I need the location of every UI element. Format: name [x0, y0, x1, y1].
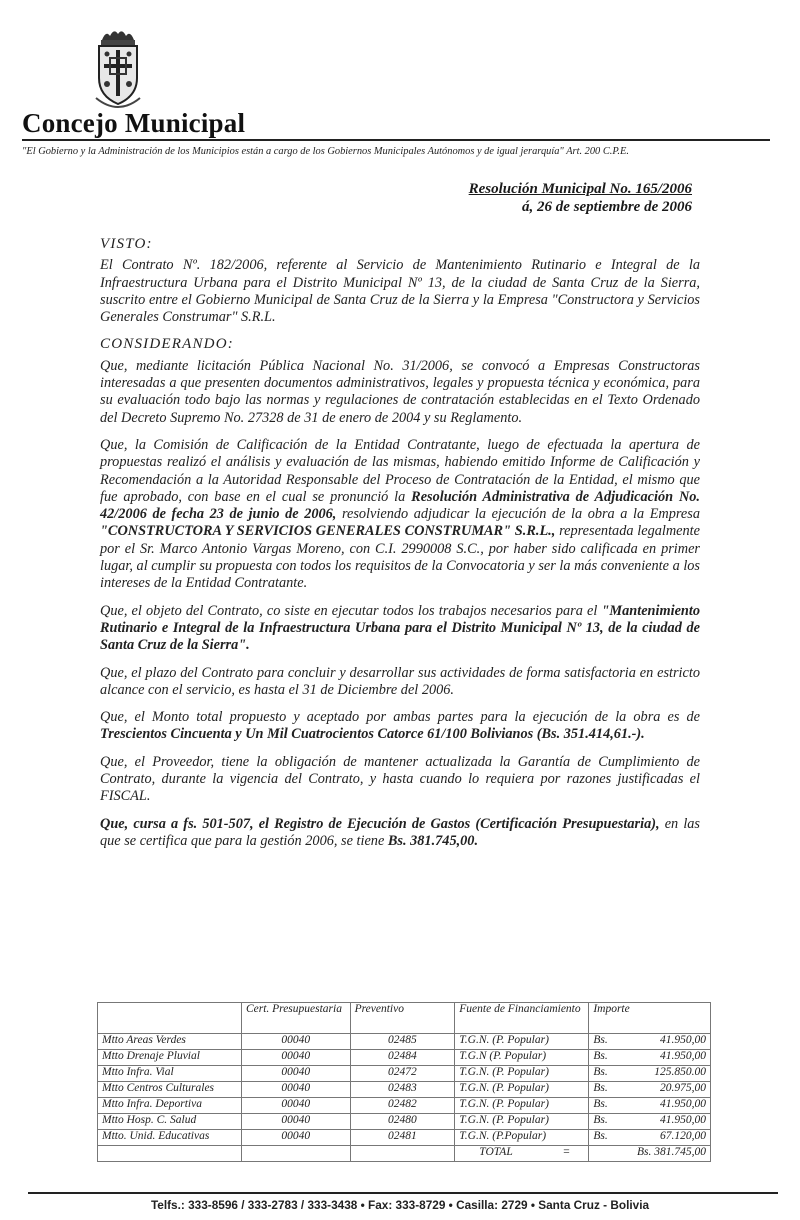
table-row	[98, 1066, 711, 1082]
empty-cell	[98, 1146, 242, 1162]
importe-cell	[589, 1066, 711, 1082]
item-cell: Mtto Areas Verdes	[98, 1034, 242, 1050]
table-row	[98, 1082, 711, 1098]
footer-contact: Telfs.: 333-8596 / 333-2783 / 333-3438 • Fax: 333-8729 • Casilla: 2729 • Santa Cruz - Bolivia	[150, 1198, 650, 1212]
p3-text-a: Que, el objeto del Contrato, co siste en ejecutar todos los trabajos necesarios para el	[100, 602, 602, 619]
preventivo-cell: 02482	[350, 1098, 455, 1114]
considerando-title: CONSIDERANDO:	[100, 336, 234, 353]
item-cell: Mtto Hosp. C. Salud	[98, 1114, 242, 1130]
cert-cell: 00040	[241, 1066, 350, 1082]
cert-cell: 00040	[241, 1050, 350, 1066]
visto-title: VISTO:	[100, 236, 153, 252]
amount-value: 125.850.00	[654, 1066, 706, 1078]
p2-adjudication-ref: Resolución Administrativa de Adjudicación No. 42/2006 de fecha 23 de junio de 2006,	[100, 488, 700, 523]
p2-text-c: resolviendo adjudicar la ejecución de la obra a la Empresa	[336, 506, 700, 523]
preventivo-cell: 02480	[350, 1114, 455, 1130]
cert-cell: 00040	[241, 1098, 350, 1114]
currency-label: Bs.	[593, 1098, 608, 1110]
currency-label: Bs.	[593, 1114, 608, 1126]
table-header-cell	[98, 1003, 242, 1034]
table-header-row	[98, 1003, 711, 1034]
item-cell: Mtto Infra. Vial	[98, 1066, 242, 1082]
p5-total-amount: Trescientos Cincuenta y Un Mil Cuatrocientos Catorce 61/100 Bolivianos (Bs. 351.414,61.-).	[100, 726, 645, 743]
p7-amount: Bs. 381.745,00.	[387, 832, 479, 849]
fuente-cell: T.G.N. (P. Popular)	[455, 1114, 589, 1130]
document-body	[100, 236, 700, 850]
table-header-cell: Cert. Presupuestaria	[241, 1003, 350, 1034]
currency-label: Bs.	[593, 1066, 608, 1078]
considerando-paragraph-7	[100, 816, 700, 851]
header-motto: "El Gobierno y la Administración de los Municipios están a cargo de los Gobiernos Municipales Autónomos y de igual jerarquía" Art. 200 C.P.E.	[22, 146, 629, 157]
considerando-paragraph-3	[100, 603, 700, 655]
currency-label: Bs.	[593, 1130, 608, 1142]
resolution-date: á, 26 de septiembre de 2006	[522, 199, 692, 215]
org-title: Concejo Municipal	[22, 108, 246, 138]
fuente-cell: T.G.N. (P.Popular)	[455, 1130, 589, 1146]
table-row	[98, 1130, 711, 1146]
currency-label: Bs.	[593, 1050, 608, 1062]
resolution-block	[469, 180, 692, 216]
cert-cell: 00040	[241, 1130, 350, 1146]
table-header-cell: Preventivo	[350, 1003, 455, 1034]
preventivo-cell: 02484	[350, 1050, 455, 1066]
header-divider	[22, 139, 770, 141]
item-cell: Mtto Centros Culturales	[98, 1082, 242, 1098]
preventivo-cell: 02483	[350, 1082, 455, 1098]
total-label-cell	[455, 1146, 589, 1162]
empty-cell	[241, 1146, 350, 1162]
table-row	[98, 1114, 711, 1130]
importe-cell	[589, 1130, 711, 1146]
total-value: Bs. 381.745,00	[589, 1146, 711, 1162]
cert-cell: 00040	[241, 1114, 350, 1130]
item-cell: Mtto. Unid. Educativas	[98, 1130, 242, 1146]
fuente-cell: T.G.N. (P. Popular)	[455, 1066, 589, 1082]
considerando-paragraph-6: Que, el Proveedor, tiene la obligación de mantener actualizada la Garantía de Cumplimiento de Contrato, durante la vigencia del Contrato, y hasta cuando lo requiera por razones justificadas el FISCAL.	[100, 753, 700, 805]
item-cell: Mtto Infra. Deportiva	[98, 1098, 242, 1114]
total-label: TOTAL	[479, 1146, 513, 1158]
fuente-cell: T.G.N (P. Popular)	[455, 1050, 589, 1066]
amount-value: 41.950,00	[660, 1034, 706, 1046]
p5-text-a: Que, el Monto total propuesto y aceptado por ambas partes para la ejecución de la obra es de	[100, 709, 700, 726]
considerando-paragraph-2	[100, 437, 700, 593]
cert-cell: 00040	[241, 1082, 350, 1098]
considerando-paragraph-4: Que, el plazo del Contrato para concluir y desarrollar sus actividades de forma satisfactoria en estricto alcance con el servicio, es hasta el 31 de Diciembre del 2006.	[100, 664, 700, 698]
fuente-cell: T.G.N. (P. Popular)	[455, 1082, 589, 1098]
footer-divider	[28, 1192, 778, 1194]
fuente-cell: T.G.N. (P. Popular)	[455, 1098, 589, 1114]
preventivo-cell: 02481	[350, 1130, 455, 1146]
preventivo-cell: 02485	[350, 1034, 455, 1050]
table-row	[98, 1050, 711, 1066]
considerando-paragraph-5	[100, 709, 700, 744]
empty-cell	[350, 1146, 455, 1162]
importe-cell	[589, 1098, 711, 1114]
currency-label: Bs.	[593, 1034, 608, 1046]
fuente-cell: T.G.N. (P. Popular)	[455, 1034, 589, 1050]
importe-cell	[589, 1082, 711, 1098]
p3-contract-object: "Mantenimiento Rutinario e Integral de la Infraestructura Urbana para el Distrito Municipal Nº 13, de la ciudad de Santa Cruz de la Sierra".	[100, 602, 700, 654]
table-row	[98, 1034, 711, 1050]
item-cell: Mtto Drenaje Pluvial	[98, 1050, 242, 1066]
resolution-number: Resolución Municipal No. 165/2006	[468, 181, 692, 197]
table-header-cell: Importe	[589, 1003, 711, 1034]
importe-cell	[589, 1050, 711, 1066]
amount-value: 41.950,00	[660, 1050, 706, 1062]
p7-text-b: en las que se certifica que para la gestión 2006, se tiene	[100, 815, 701, 849]
budget-table	[97, 1002, 711, 1162]
amount-value: 20.975,00	[660, 1082, 706, 1094]
table-total-row	[98, 1146, 711, 1162]
cert-cell: 00040	[241, 1034, 350, 1050]
p7-registry-ref: Que, cursa a fs. 501-507, el Registro de Ejecución de Gastos (Certificación Presupuestaria),	[100, 815, 660, 832]
table-row	[98, 1098, 711, 1114]
importe-cell	[589, 1114, 711, 1130]
preventivo-cell: 02472	[350, 1066, 455, 1082]
amount-value: 41.950,00	[660, 1098, 706, 1110]
table-header-cell: Fuente de Financiamiento	[455, 1003, 589, 1034]
p2-company-name: "CONSTRUCTORA Y SERVICIOS GENERALES CONSTRUMAR" S.R.L.,	[100, 523, 556, 540]
amount-value: 41.950,00	[660, 1114, 706, 1126]
total-equals: =	[562, 1146, 571, 1158]
importe-cell	[589, 1034, 711, 1050]
amount-value: 67.120,00	[660, 1130, 706, 1142]
p2-text-a: Que, la Comisión de Calificación de la Entidad Contratante, luego de efectuada la apertura de propuestas realizó el análisis y evaluación de las mismas, habiendo emitido Informe de Calificación y Recomendación a la Autoridad Responsable del Proceso de Contratación de la Entidad, el mismo que fue aprobado, con base en el cual se pronunció la	[100, 436, 700, 505]
considerando-paragraph-1: Que, mediante licitación Pública Nacional No. 31/2006, se convocó a Empresas Constructoras interesadas a que presenten documentos administrativos, legales y propuesta técnica y económica, para su evaluación todo bajo las normas y regulaciones de contratación establecidas en el Texto Ordenado del Decreto Supremo No. 27328 de 31 de enero de 2004 y su Reglamento.	[100, 357, 700, 426]
coat-of-arms-icon	[92, 26, 144, 114]
currency-label: Bs.	[593, 1082, 608, 1094]
visto-paragraph: El Contrato Nº. 182/2006, referente al Servicio de Mantenimiento Rutinario e Integral de la Infraestructura Urbana para el Distrito Municipal Nº 13, de la ciudad de Santa Cruz de la Sierra, suscrito entre el Gobierno Municipal de Santa Cruz de la Sierra y la Empresa "Constructora y Servicios Generales Construmar" S.R.L.	[100, 257, 700, 326]
p2-text-e: representada legalmente por el Sr. Marco Antonio Vargas Moreno, con C.I. 2990008 S.C., por haber sido calificada en primer lugar, al cumplir su propuesta con todos los requisitos de la Convocatoria y ser la más conveniente a los intereses de la Entidad Contratante.	[100, 523, 700, 592]
